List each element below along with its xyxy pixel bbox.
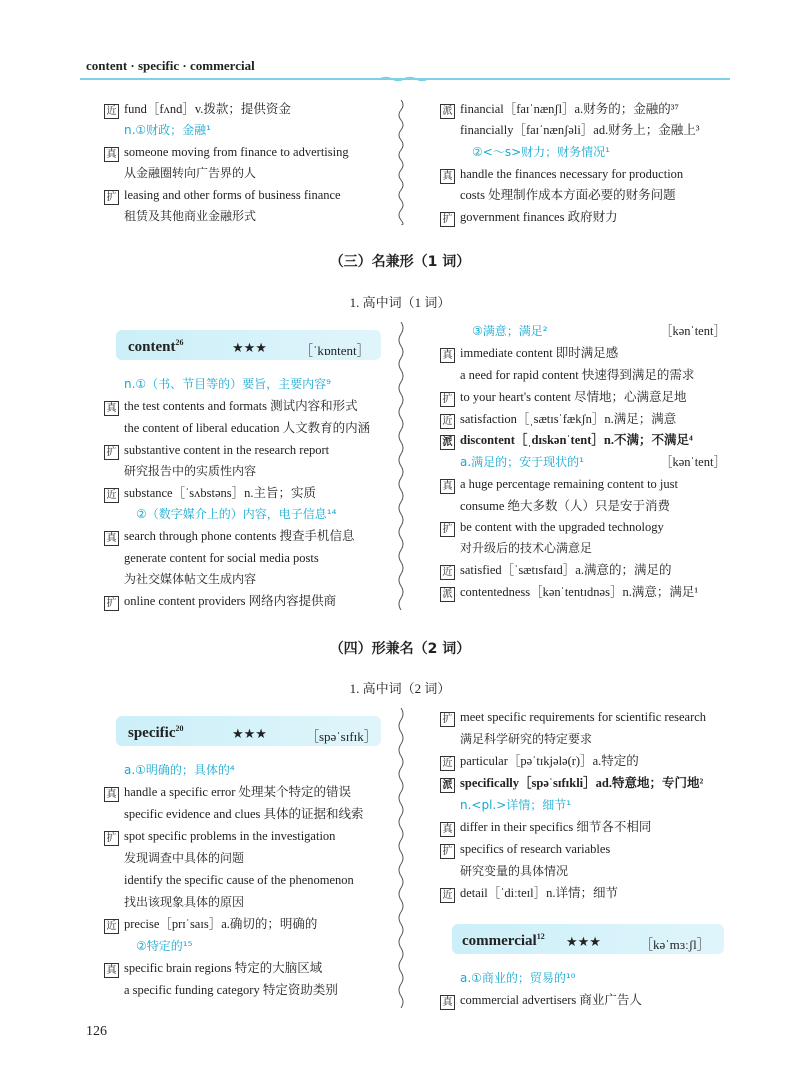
tag-zhen: 真 bbox=[104, 147, 119, 162]
entry-line: 派 specifically［spəˈsɪfɪkli］ad.特意地；专门地² bbox=[440, 774, 703, 793]
column-divider bbox=[396, 100, 406, 225]
entry-line: 真 immediate content 即时满足感 bbox=[440, 344, 618, 363]
entry-line: a need for rapid content 快速得到满足的需求 bbox=[460, 368, 695, 382]
tag-kuo: 扩 bbox=[440, 522, 455, 537]
section-subtitle: 1. 高中词（2 词） bbox=[349, 681, 451, 696]
entry-line: the content of liberal education 人文教育的内涵 bbox=[124, 421, 371, 435]
tag-zhen: 真 bbox=[104, 963, 119, 978]
entry-line: a specific funding category 特定资助类别 bbox=[124, 983, 338, 997]
entry-line: 真 a huge percentage remaining content to just bbox=[440, 475, 678, 494]
entry-line: 为社交媒体帖文生成内容 bbox=[124, 572, 257, 586]
entry-line: 扩 meet specific requirements for scientific research bbox=[440, 708, 706, 727]
tag-jin: 近 bbox=[440, 756, 455, 771]
column-divider bbox=[396, 322, 406, 610]
tag-kuo: 扩 bbox=[104, 190, 119, 205]
header-ornament bbox=[80, 76, 730, 82]
star-rating: ★★★ bbox=[566, 934, 601, 949]
tag-zhen: 真 bbox=[440, 822, 455, 837]
entry-line: 扩 government finances 政府财力 bbox=[440, 208, 618, 227]
column-divider bbox=[396, 708, 406, 1008]
entry-line: 扩 specifics of research variables bbox=[440, 840, 610, 859]
entry-line: specific evidence and clues 具体的证据和线索 bbox=[124, 807, 364, 821]
tag-zhen: 真 bbox=[440, 479, 455, 494]
tag-zhen: 真 bbox=[104, 531, 119, 546]
sense-line: ②（数字媒介上的）内容，电子信息¹⁴ bbox=[136, 507, 337, 521]
entry-line: 真 handle the finances necessary for production bbox=[440, 165, 683, 184]
tag-kuo: 扩 bbox=[440, 712, 455, 727]
sense-line: a.①商业的；贸易的¹⁰ bbox=[460, 971, 576, 985]
tag-pai: 派 bbox=[440, 104, 455, 119]
entry-line: 近 fund［fʌnd］v.拨款；提供资金 bbox=[104, 100, 291, 119]
entry-line: 派 financial［faɪˈnænʃl］a.财务的；金融的³⁷ bbox=[440, 100, 679, 119]
tag-zhen: 真 bbox=[440, 348, 455, 363]
pronunciation: ［kənˈtent］ bbox=[660, 455, 726, 469]
star-rating: ★★★ bbox=[232, 340, 267, 355]
entry-line: 扩 to your heart's content 尽情地；心满意足地 bbox=[440, 388, 687, 407]
tag-jin: 近 bbox=[440, 565, 455, 580]
tag-kuo: 扩 bbox=[440, 212, 455, 227]
tag-pai: 派 bbox=[440, 435, 455, 450]
star-rating: ★★★ bbox=[232, 726, 267, 741]
sense-line: ②特定的¹⁵ bbox=[136, 939, 193, 953]
entry-line: 近 detail［ˈdiːteɪl］n.详情；细节 bbox=[440, 884, 618, 903]
entry-line: 对升级后的技术心满意足 bbox=[460, 541, 593, 555]
entry-line: 真 specific brain regions 特定的大脑区域 bbox=[104, 959, 322, 978]
entry-line: 满足科学研究的特定要求 bbox=[460, 732, 593, 746]
section-title: （三）名兼形（1 词） bbox=[329, 254, 471, 270]
entry-line: 找出该现象具体的原因 bbox=[124, 895, 245, 909]
entry-line: 近 substance［ˈsʌbstəns］n.主旨；实质 bbox=[104, 484, 316, 503]
tag-kuo: 扩 bbox=[440, 844, 455, 859]
pronunciation: ［kəˈmɜːʃl］ bbox=[640, 937, 710, 952]
pronunciation: ［ˈkɒntent］ bbox=[300, 343, 370, 358]
entry-line: 近 satisfaction［ˌsætɪsˈfækʃn］n.满足；满意 bbox=[440, 410, 676, 429]
entry-line: 扩 online content providers 网络内容提供商 bbox=[104, 592, 336, 611]
entry-line: 派 contentedness［kənˈtentɪdnəs］n.满意；满足¹ bbox=[440, 583, 698, 602]
sense-line: n.<pl.>详情；细节¹ bbox=[460, 798, 572, 812]
headword-content: content$^{26}$ bbox=[128, 338, 184, 355]
tag-pai: 派 bbox=[440, 778, 455, 793]
entry-line: 派 discontent［ˌdɪskənˈtent］n.不满；不满足⁴ bbox=[440, 431, 693, 450]
entry-line: 近 particular［pəˈtɪkjələ(r)］a.特定的 bbox=[440, 752, 639, 771]
entry-line: 真 someone moving from finance to advertising bbox=[104, 143, 349, 162]
pronunciation: ［kənˈtent］ bbox=[660, 324, 726, 338]
tag-jin: 近 bbox=[104, 104, 119, 119]
entry-line: 研究变量的具体情况 bbox=[460, 864, 569, 878]
sense-line: n.①（书、节目等的）要旨，主要内容⁹ bbox=[124, 377, 331, 391]
tag-kuo: 扩 bbox=[440, 392, 455, 407]
entry-line: 扩 be content with the upgraded technology bbox=[440, 518, 664, 537]
sense-line: ②<～s>财力；财务情况¹ bbox=[472, 145, 610, 159]
page-number: 126 bbox=[86, 1024, 107, 1039]
entry-line: generate content for social media posts bbox=[124, 551, 319, 565]
tag-jin: 近 bbox=[440, 888, 455, 903]
running-header: content · specific · commercial bbox=[86, 58, 255, 73]
entry-line: 近 satisfied［ˈsætɪsfaɪd］a.满意的；满足的 bbox=[440, 561, 671, 580]
entry-line: 扩 substantive content in the research report bbox=[104, 441, 329, 460]
headword-commercial: commercial$^{12}$ bbox=[462, 932, 545, 949]
headword-specific: specific$^{20}$ bbox=[128, 724, 184, 741]
sense-line: ③满意；满足² bbox=[472, 324, 548, 338]
entry-line: identify the specific cause of the phenomenon bbox=[124, 873, 354, 887]
tag-jin: 近 bbox=[440, 414, 455, 429]
section-subtitle: 1. 高中词（1 词） bbox=[349, 295, 451, 310]
entry-line: 扩 leasing and other forms of business finance bbox=[104, 186, 341, 205]
entry-line: 从金融圈转向广告界的人 bbox=[124, 166, 257, 180]
entry-line: 真 differ in their specifics 细节各不相同 bbox=[440, 818, 651, 837]
tag-zhen: 真 bbox=[440, 995, 455, 1010]
tag-zhen: 真 bbox=[440, 169, 455, 184]
entry-line: financially［faɪˈnænʃəli］ad.财务上；金融上³ bbox=[460, 123, 700, 137]
section-title: （四）形兼名（2 词） bbox=[329, 641, 471, 657]
entry-line: 真 commercial advertisers 商业广告人 bbox=[440, 991, 642, 1010]
entry-line: 研究报告中的实质性内容 bbox=[124, 464, 257, 478]
tag-pai: 派 bbox=[440, 587, 455, 602]
tag-jin: 近 bbox=[104, 488, 119, 503]
entry-line: 扩 spot specific problems in the investigation bbox=[104, 827, 335, 846]
entry-line: 真 the test contents and formats 测试内容和形式 bbox=[104, 397, 358, 416]
pronunciation: ［spəˈsɪfɪk］ bbox=[306, 729, 377, 744]
tag-jin: 近 bbox=[104, 919, 119, 934]
tag-zhen: 真 bbox=[104, 787, 119, 802]
entry-line: 近 precise［prɪˈsaɪs］a.确切的；明确的 bbox=[104, 915, 317, 934]
sense-line: a.满足的；安于现状的¹ bbox=[460, 455, 584, 469]
sense-line: n.①财政；金融¹ bbox=[124, 123, 211, 137]
entry-line: 租赁及其他商业金融形式 bbox=[124, 209, 257, 223]
tag-kuo: 扩 bbox=[104, 831, 119, 846]
entry-line: 发现调查中具体的问题 bbox=[124, 851, 245, 865]
entry-line: 真 search through phone contents 搜查手机信息 bbox=[104, 527, 355, 546]
entry-line: 真 handle a specific error 处理某个特定的错误 bbox=[104, 783, 351, 802]
sense-line: a.①明确的；具体的⁴ bbox=[124, 763, 235, 777]
tag-kuo: 扩 bbox=[104, 596, 119, 611]
entry-line: costs 处理制作成本方面必要的财务问题 bbox=[460, 188, 676, 202]
tag-kuo: 扩 bbox=[104, 445, 119, 460]
entry-line: consume 绝大多数（人）只是安于消费 bbox=[460, 499, 671, 513]
tag-zhen: 真 bbox=[104, 401, 119, 416]
